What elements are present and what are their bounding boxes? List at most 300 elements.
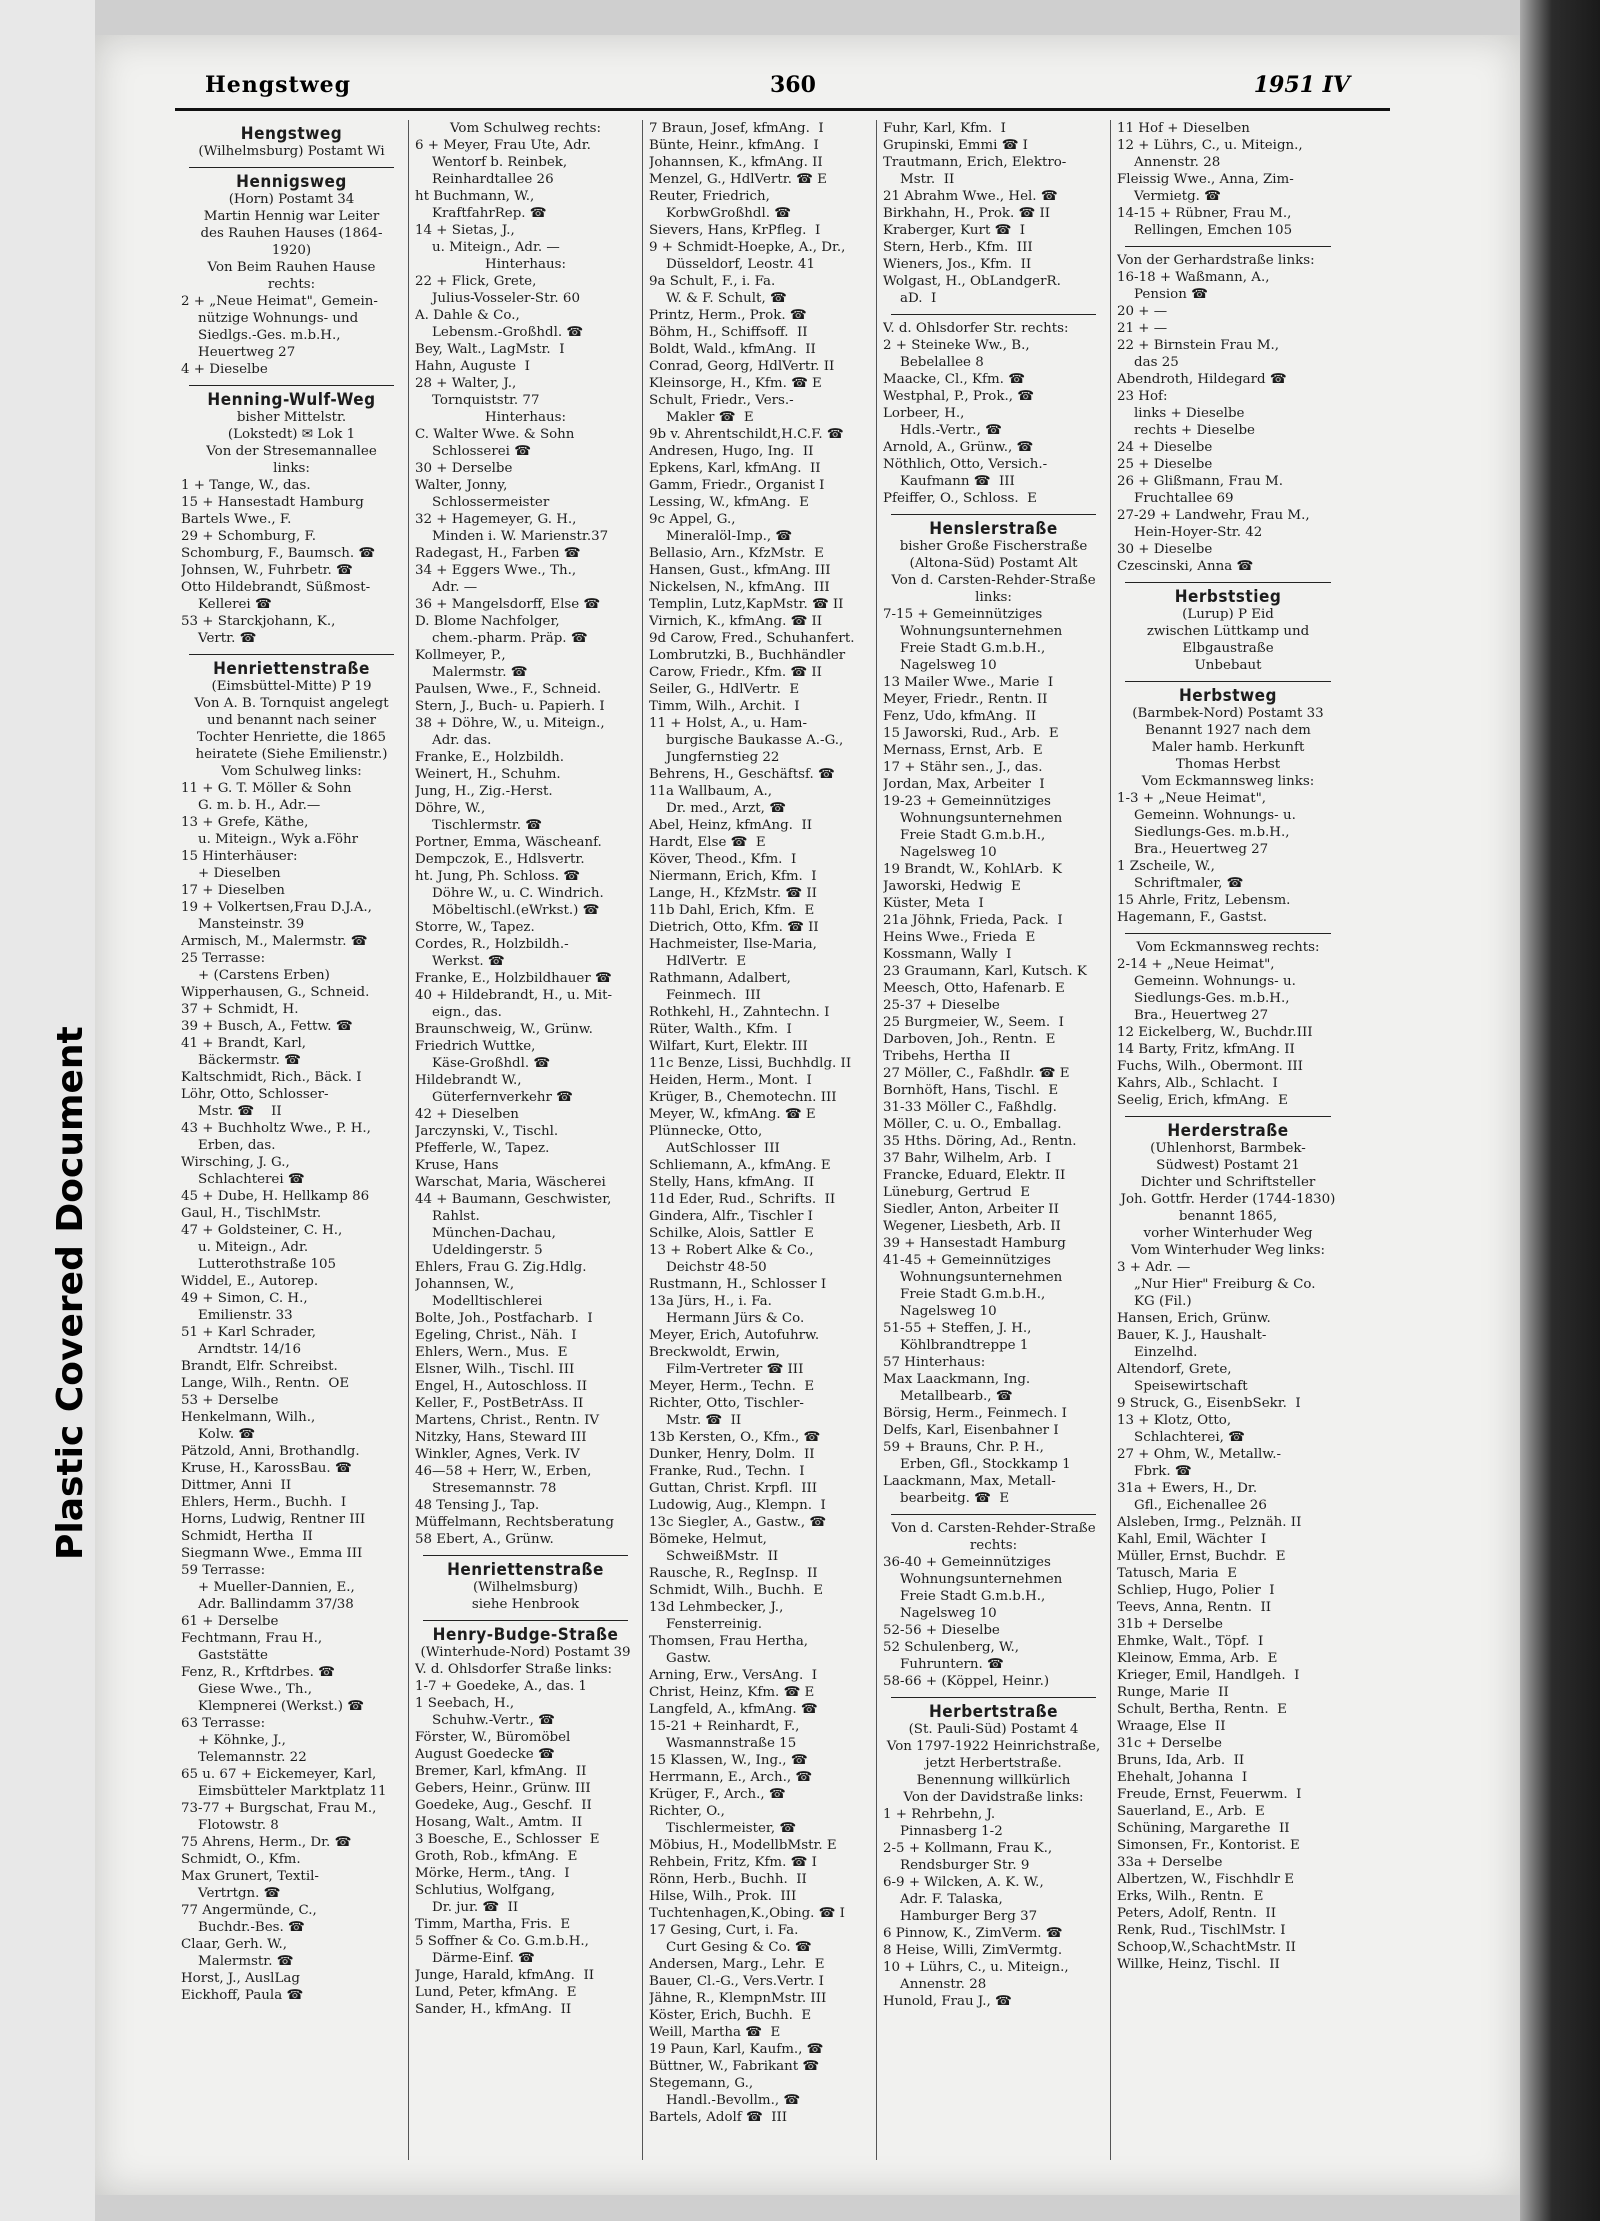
directory-entry: 31c + Derselbe [1117,1736,1222,1751]
directory-entry: Schriftmaler, ☎ [1117,876,1244,891]
directory-entry: 59 Terrasse: [181,1563,266,1578]
directory-entry: 2-14 + „Neue Heimat", [1117,957,1275,972]
directory-entry: Bebelallee 8 [883,355,984,370]
directory-entry: 25-37 + Dieselbe [883,998,1000,1013]
column-4 [877,120,1111,2160]
section-divider [189,167,394,168]
directory-entry: Bäckermstr. ☎ [181,1053,301,1068]
street-note: Benennung willkürlich [916,1773,1071,1788]
directory-entry: Siedlgs.-Ges. m.b.H., [181,328,341,343]
directory-entry: Thomsen, Frau Hertha, [649,1634,809,1649]
street-note: Vom Winterhuder Weg links: [1130,1243,1326,1258]
directory-entry: Fruchtallee 69 [1117,491,1234,506]
street-note: Von A. B. Tornquist angelegt [194,696,389,711]
directory-entry: Walter, Jonny, [415,478,508,493]
directory-entry: Radegast, H., Farben ☎ [415,546,581,561]
directory-entry: Groth, Rob., kfmAng. E [415,1849,578,1864]
directory-entry: Förster, W., Büromöbel [415,1730,571,1745]
directory-entry: 36-40 + Gemeinnütziges [883,1555,1051,1570]
directory-entry: Ehlers, Herm., Buchh. I [181,1495,347,1510]
directory-entry: Fenz, R., Krftdrbes. ☎ [181,1665,335,1680]
street-note: Südwest) Postamt 21 [1156,1158,1300,1173]
directory-entry: 29 + Schomburg, F. [181,529,316,544]
directory-entry: 15 Jaworski, Rud., Arb. E [883,726,1059,741]
header-street-name: Hengstweg [205,72,352,98]
directory-entry: Gaul, H., TischlMstr. [181,1206,322,1221]
directory-entry: Malermstr. ☎ [181,1954,294,1969]
street-note: (Wilhelmsburg) [472,1580,579,1595]
directory-entry: Hermann Jürs & Co. [649,1311,805,1326]
directory-entry: Klempnerei (Werkst.) ☎ [181,1699,364,1714]
directory-entry: München-Dachau, [415,1226,556,1241]
directory-entry: Ehehalt, Johanna I [1117,1770,1248,1785]
street-note: Martin Hennig war Leiter [203,209,380,224]
street-note: Tochter Henriette, die 1865 [196,730,387,745]
directory-entry: Gamm, Friedr., Organist I [649,478,825,493]
directory-entry: Adr. F. Talaska, [883,1892,1003,1907]
directory-entry: Rahlst. [415,1209,480,1224]
directory-entry: Schlutius, Wolfgang, [415,1883,556,1898]
directory-entry: Deichstr 48-50 [649,1260,767,1275]
directory-entry: D. Blome Nachfolger, [415,614,560,629]
directory-entry: Hansen, Gust., kfmAng. III [649,563,831,578]
directory-entry: Timm, Wilh., Archit. I [649,699,800,714]
directory-entry: Büttner, W., Fabrikant ☎ [649,2059,820,2074]
directory-entry: 15-21 + Reinhardt, F., [649,1719,800,1734]
directory-entry: Templin, Lutz,KapMstr. ☎ II [649,597,844,612]
directory-entry: Virnich, K., kfmAng. ☎ II [649,614,823,629]
directory-entry: 7 Braun, Josef, kfmAng. I [649,121,824,136]
directory-entry: Bruns, Ida, Arb. II [1117,1753,1245,1768]
directory-entry: Käse-Großhdl. ☎ [415,1056,551,1071]
directory-entry: Schlachterei, ☎ [1117,1430,1245,1445]
directory-entry: Jarczynski, V., Tischl. [415,1124,559,1139]
directory-entry: Meesch, Otto, Hafenarb. E [883,981,1065,996]
directory-entry: Giese Wwe., Th., [181,1682,312,1697]
street-note: Dichter und Schriftsteller [1140,1175,1316,1190]
directory-entry: Erben, Gfl., Stockkamp 1 [883,1457,1071,1472]
directory-entry: Schmidt, Hertha II [181,1529,313,1544]
directory-entry: Christ, Heinz, Kfm. ☎ E [649,1685,815,1700]
directory-entry: Hunold, Frau J., ☎ [883,1994,1012,2009]
directory-entry: Tribehs, Hertha II [883,1049,1011,1064]
directory-entry: Werkst. ☎ [415,954,505,969]
street-note: Von d. Carsten-Rehder-Straße [891,573,1096,588]
directory-entry: 53 + Starckjohann, K., [181,614,336,629]
directory-entry: Döhre, W., [415,801,486,816]
directory-entry: Wirsching, J. G., [181,1155,290,1170]
directory-entry: Meyer, W., kfmAng. ☎ E [649,1107,816,1122]
directory-entry: 42 + Dieselben [415,1107,519,1122]
section-divider [1125,246,1331,247]
directory-entry: Nickelsen, N., kfmAng. III [649,580,830,595]
directory-entry: Schlachterei ☎ [181,1172,305,1187]
page-header [175,68,1390,111]
directory-entry: Kruse, Hans [415,1158,499,1173]
directory-entry: 15 Ahrle, Fritz, Lebensm. [1117,893,1291,908]
directory-entry: Stern, Herb., Kfm. III [883,240,1033,255]
directory-entry: Hdls.-Vertr., ☎ [883,423,1002,438]
directory-entry: Nöthlich, Otto, Versich.- [883,457,1048,472]
directory-entry: 31a + Ewers, H., Dr. [1117,1481,1258,1496]
street-note: Vom Schulweg rechts: [449,121,602,136]
directory-entry: 17 + Stähr sen., J., das. [883,760,1043,775]
street-note: Vom Schulweg links: [221,764,362,779]
directory-entry: bearbeitg. ☎ E [883,1491,1010,1506]
directory-entry: Menzel, G., HdlVertr. ☎ E [649,172,827,187]
directory-entry: u. Miteign., Adr. — [415,240,560,255]
column-5 [1111,120,1345,2160]
street-heading: Herbertstraße [928,1702,1059,1722]
directory-entry: Wohnungsunternehmen [883,1270,1063,1285]
street-heading: Henriettenstraße [213,659,370,679]
directory-entry: Tuchtenhagen,K.,Obing. ☎ I [649,1906,845,1921]
directory-entry: 58 Ebert, A., Grünw. [415,1532,554,1547]
street-note: vorher Winterhuder Weg [1143,1226,1313,1241]
directory-entry: Lessing, W., kfmAng. E [649,495,809,510]
directory-entry: Horst, J., AuslLag [181,1971,300,1986]
directory-entry: 38 + Döhre, W., u. Miteign., [415,716,605,731]
directory-entry: 13b Kersten, O., Kfm., ☎ [649,1430,821,1445]
directory-entry: Mernass, Ernst, Arb. E [883,743,1043,758]
directory-entry: Fbrk. ☎ [1117,1464,1192,1479]
directory-entry: Bartels, Adolf ☎ III [649,2110,788,2125]
directory-entry: Udeldingerstr. 5 [415,1243,543,1258]
directory-entry: KorbwGroßhdl. ☎ [649,206,791,221]
directory-entry: 15 + Hansestadt Hamburg [181,495,364,510]
directory-entry: 19-23 + Gemeinnütziges [883,794,1051,809]
directory-entry: Einzelhd. [1117,1345,1198,1360]
street-heading: Hennigsweg [236,172,347,192]
directory-entry: Siedlungs-Ges. m.b.H., [1117,825,1290,840]
directory-entry: 44 + Baumann, Geschwister, [415,1192,612,1207]
directory-entry: 13 + Robert Alke & Co., [649,1243,814,1258]
directory-entry: Czescinski, Anna ☎ [1117,559,1254,574]
directory-entry: 63 Terrasse: [181,1716,266,1731]
street-note: und benannt nach seiner [206,713,377,728]
directory-entry: 17 + Dieselben [181,883,285,898]
directory-entry: Runge, Marie II [1117,1685,1229,1700]
directory-entry: Annenstr. 28 [1117,155,1221,170]
directory-entry: Plünnecke, Otto, [649,1124,763,1139]
directory-entry: Braunschweig, W., Grünw. [415,1022,593,1037]
street-note: (Horn) Postamt 34 [228,192,355,207]
directory-entry: Döhre W., u. C. Windrich. [415,886,604,901]
directory-entry: Junge, Harald, kfmAng. II [415,1968,595,1983]
directory-entry: 41-45 + Gemeinnütziges [883,1253,1051,1268]
section-divider [189,654,394,655]
directory-entry: Trautmann, Erich, Elektro- [883,155,1067,170]
directory-entry: Gemeinn. Wohnungs- u. [1117,974,1296,989]
directory-entry: ht. Jung, Ph. Schloss. ☎ [415,869,580,884]
directory-entry: Nagelsweg 10 [883,1304,997,1319]
directory-entry: Bremer, Karl, kfmAng. II [415,1764,587,1779]
directory-entry: Heiden, Herm., Mont. I [649,1073,812,1088]
street-note: Vom Eckmannsweg links: [1141,774,1315,789]
directory-entry: Weill, Martha ☎ E [649,2025,781,2040]
directory-entry: Bey, Walt., LagMstr. I [415,342,565,357]
directory-entry: 52 Schulenberg, W., [883,1640,1019,1655]
directory-entry: 25 + Dieselbe [1117,457,1213,472]
street-note: rechts: [969,1538,1018,1553]
directory-entry: Pension ☎ [1117,287,1208,302]
directory-entry: Lombrutzki, B., Buchhändler [649,648,846,663]
directory-entry: 25 Terrasse: [181,951,266,966]
directory-entry: Gemeinn. Wohnungs- u. [1117,808,1296,823]
directory-entry: Andersen, Marg., Lehr. E [649,1957,825,1972]
directory-entry: Grupinski, Emmi ☎ I [883,138,1028,153]
directory-entry: Bauer, Cl.-G., Vers.Vertr. I [649,1974,824,1989]
directory-entry: 65 u. 67 + Eickemeyer, Karl, [181,1767,377,1782]
directory-entry: Hansen, Erich, Grünw. [1117,1311,1271,1326]
directory-entry: Peters, Adolf, Rentn. II [1117,1906,1276,1921]
directory-entry: Meyer, Herm., Techn. E [649,1379,815,1394]
directory-entry: Niermann, Erich, Kfm. I [649,869,817,884]
directory-entry: Bömeke, Helmut, [649,1532,767,1547]
directory-entry: Bünte, Heinr., kfmAng. I [649,138,819,153]
directory-entry: Richter, O., [649,1804,725,1819]
directory-entry: Güterfernverkehr ☎ [415,1090,573,1105]
directory-entry: Francke, Eduard, Elektr. II [883,1168,1066,1183]
directory-entry: Buchdr.-Bes. ☎ [181,1920,305,1935]
street-note: des Rauhen Hauses (1864-1920) [200,226,383,258]
directory-entry: 21 Abrahm Wwe., Hel. ☎ [883,189,1058,204]
directory-entry: Maacke, Cl., Kfm. ☎ [883,372,1025,387]
directory-entry: Carow, Friedr., Kfm. ☎ II [649,665,822,680]
directory-entry: Dempczok, E., Hdlsvertr. [415,852,585,867]
directory-entry: 31b + Derselbe [1117,1617,1223,1632]
directory-entry: Paulsen, Wwe., F., Schneid. [415,682,602,697]
directory-entry: 58-66 + (Köppel, Heinr.) [883,1674,1050,1689]
directory-entry: u. Miteign., Adr. [181,1240,309,1255]
directory-entry: 8 Heise, Willi, ZimVermtg. [883,1943,1063,1958]
directory-entry: Max Laackmann, Ing. [883,1372,1031,1387]
directory-entry: Von der Gerhardstraße links: [1117,253,1315,268]
street-heading: Henslerstraße [929,519,1058,539]
directory-entry: 30 + Dieselbe [1117,542,1213,557]
directory-entry: Wieners, Jos., Kfm. II [883,257,1032,272]
directory-entry: Ehmke, Walt., Töpf. I [1117,1634,1264,1649]
directory-entry: 33a + Derselbe [1117,1855,1223,1870]
directory-entry: Friedrich Wuttke, [415,1039,536,1054]
directory-entry: 20 + — [1117,304,1168,319]
directory-entry: Curt Gesing & Co. ☎ [649,1940,812,1955]
directory-entry: Mansteinstr. 39 [181,917,305,932]
directory-entry: V. d. Ohlsdorfer Straße links: [415,1662,613,1677]
directory-entry: 19 Brandt, W., KohlArb. K [883,862,1062,877]
directory-entry: Mörke, Herm., tAng. I [415,1866,570,1881]
directory-entry: 1 Zscheile, W., [1117,859,1215,874]
directory-entry: 39 + Hansestadt Hamburg [883,1236,1066,1251]
directory-entry: Rehbein, Fritz, Kfm. ☎ I [649,1855,817,1870]
directory-entry: 9 + Schmidt-Hoepke, A., Dr., [649,240,846,255]
directory-entry: Stresemannstr. 78 [415,1481,557,1496]
street-heading: Herbststieg [1174,587,1282,607]
directory-entry: Reuter, Friedrich, [649,189,770,204]
directory-entry: Flotowstr. 8 [181,1818,279,1833]
directory-entry: 13d Lehmbecker, J., [649,1600,784,1615]
directory-entry: Hardt, Else ☎ E [649,835,766,850]
directory-entry: Jähne, R., KlempnMstr. III [649,1991,827,2006]
directory-entry: Eickhoff, Paula ☎ [181,1988,304,2003]
street-note: jetzt Herbertstraße. [925,1756,1062,1771]
directory-entry: Freie Stadt G.m.b.H., [883,1589,1046,1604]
directory-entry: 10 + Lührs, C., u. Miteign., [883,1960,1069,1975]
directory-entry: 9a Schult, F., i. Fa. [649,274,776,289]
directory-entry: Dietrich, Otto, Kfm. ☎ II [649,920,819,935]
directory-entry: Krüger, B., Chemotechn. III [649,1090,837,1105]
directory-entry: August Goedecke ☎ [415,1747,555,1762]
directory-entry: 57 Hinterhaus: [883,1355,986,1370]
directory-entry: 77 Angermünde, C., [181,1903,317,1918]
directory-entry: 51 + Karl Schrader, [181,1325,317,1340]
directory-entry: Heins Wwe., Frieda E [883,930,1036,945]
directory-entry: 19 + Volkertsen,Frau D.J.A., [181,900,372,915]
directory-entry: Fuchs, Wilh., Obermont. III [1117,1059,1303,1074]
directory-entry: 7-15 + Gemeinnütziges [883,607,1043,622]
directory-entry: Löhr, Otto, Schlosser- [181,1087,329,1102]
directory-entry: Rönn, Herb., Buchh. II [649,1872,807,1887]
directory-entry: Tatusch, Maria E [1117,1566,1238,1581]
directory-entry: Timm, Martha, Fris. E [415,1917,571,1932]
directory-entry: Schliemann, A., kfmAng. E [649,1158,831,1173]
directory-entry: Stern, J., Buch- u. Papierh. I [415,699,605,714]
directory-entry: + Dieselben [181,866,281,881]
directory-entry: Printz, Herm., Prok. ☎ [649,308,807,323]
directory-entry: Rendsburger Str. 9 [883,1858,1030,1873]
directory-entry: Nitzky, Hans, Steward III [415,1430,587,1445]
directory-entry: Kleinow, Emma, Arb. E [1117,1651,1278,1666]
directory-entry: Lorbeer, H., [883,406,965,421]
directory-entry: Vermietg. ☎ [1117,189,1221,204]
section-divider [423,1555,628,1556]
directory-entry: Erben, das. [181,1138,276,1153]
directory-entry: Sievers, Hans, KrPfleg. I [649,223,821,238]
street-note: Von der Stresemannallee [206,444,377,459]
directory-entry: 48 Tensing J., Tap. [415,1498,540,1513]
street-note: heiratete (Siehe Emilienstr.) [195,747,388,762]
directory-entry: 5 Soffner & Co. G.m.b.H., [415,1934,589,1949]
directory-entry: Adr. Ballindamm 37/38 [181,1597,354,1612]
directory-entry: Hosang, Walt., Amtm. II [415,1815,583,1830]
directory-entry: G. m. b. H., Adr.— [181,798,321,813]
directory-entry: 11c Benze, Lissi, Buchhdlg. II [649,1056,852,1071]
directory-entry: Meyer, Friedr., Rentn. II [883,692,1048,707]
directory-entry: Hein-Hoyer-Str. 42 [1117,525,1263,540]
directory-entry: 22 + Flick, Grete, [415,274,537,289]
directory-entry: 21 + — [1117,321,1168,336]
directory-entry: 37 Bahr, Wilhelm, Arb. I [883,1151,1052,1166]
directory-entry: Johnsen, W., Fuhrbetr. ☎ [181,563,353,578]
directory-entry: 15 Hinterhäuser: [181,849,298,864]
street-note: Maler hamb. Herkunft [1151,740,1305,755]
directory-entry: Schuhw.-Vertr., ☎ [415,1713,555,1728]
directory-entry: Tischlermeister, ☎ [649,1821,797,1836]
directory-entry: 9d Carow, Fred., Schuhanfert. [649,631,855,646]
directory-entry: Gastw. [649,1651,712,1666]
directory-entry: Metallbearb., ☎ [883,1389,1013,1404]
directory-entry: Siegmann Wwe., Emma III [181,1546,363,1561]
directory-entry: 13 + Grefe, Käthe, [181,815,309,830]
directory-entry: Hagemann, F., Gastst. [1117,910,1268,925]
directory-entry: Bra., Heuertweg 27 [1117,842,1269,857]
directory-entry: 35 Hths. Döring, Ad., Rentn. [883,1134,1077,1149]
directory-entry: Bolte, Joh., Postfacharb. I [415,1311,593,1326]
directory-entry: Alsleben, Irmg., Pelznäh. II [1117,1515,1302,1530]
directory-entry: 23 Hof: [1117,389,1168,404]
directory-entry: Schlossermeister [415,495,550,510]
directory-entry: Egeling, Christ., Näh. I [415,1328,577,1343]
directory-entry: Rüter, Walth., Kfm. I [649,1022,792,1037]
directory-entry: das 25 [1117,355,1179,370]
directory-entry: Stelly, Hans, kfmAng. II [649,1175,814,1190]
directory-entry: „Nur Hier" Freiburg & Co. [1117,1277,1316,1292]
directory-entry: Rathmann, Adalbert, [649,971,791,986]
directory-entry: Pfeiffer, O., Schloss. E [883,491,1037,506]
directory-entry: Telemannstr. 22 [181,1750,307,1765]
directory-entry: aD. I [883,291,937,306]
directory-entry: Vertr. ☎ [181,631,257,646]
directory-entry: Ehlers, Wern., Mus. E [415,1345,568,1360]
directory-entry: Portner, Emma, Wäscheanf. [415,835,602,850]
directory-entry: Willke, Heinz, Tischl. II [1117,1957,1280,1972]
directory-entry: Hahn, Auguste I [415,359,530,374]
street-heading: Henning-Wulf-Weg [207,390,376,410]
directory-entry: Claar, Gerh. W., [181,1937,288,1952]
directory-entry: 3 + Adr. — [1117,1260,1191,1275]
directory-entry: Heuertweg 27 [181,345,296,360]
directory-entry: 2-5 + Kollmann, Frau K., [883,1841,1053,1856]
directory-entry: Franke, E., Holzbildhauer ☎ [415,971,612,986]
section-divider [891,314,1096,315]
street-note: zwischen Lüttkamp und [1146,624,1310,639]
directory-entry: Fechtmann, Frau H., [181,1631,323,1646]
directory-entry: Kleinsorge, H., Kfm. ☎ E [649,376,822,391]
directory-entry: 11d Eder, Rud., Schrifts. II [649,1192,836,1207]
directory-entry: A. Dahle & Co., [415,308,520,323]
directory-entry: 27 + Ohm, W., Metallw.- [1117,1447,1281,1462]
street-note: Unbebaut [1194,658,1262,673]
directory-entry: KG (Fil.) [1117,1294,1192,1309]
directory-entry: Behrens, H., Geschäftsf. ☎ [649,767,835,782]
directory-entry: 40 + Hildebrandt, H., u. Mit- [415,988,613,1003]
directory-entry: Wasmannstraße 15 [649,1736,797,1751]
directory-entry: Freie Stadt G.m.b.H., [883,1287,1046,1302]
directory-entry: Lund, Peter, kfmAng. E [415,1985,577,2000]
directory-entry: Gfl., Eichenallee 26 [1117,1498,1267,1513]
directory-entry: Albertzen, W., Fischhdlr E [1117,1872,1295,1887]
directory-entry: Armisch, M., Malermstr. ☎ [181,934,368,949]
directory-entry: Lange, Wilh., Rentn. OE [181,1376,350,1391]
directory-entry: Herrmann, E., Arch., ☎ [649,1770,813,1785]
directory-entry: Schomburg, F., Baumsch. ☎ [181,546,376,561]
directory-entry: 21a Jöhnk, Frieda, Pack. I [883,913,1063,928]
directory-entry: 2 + „Neue Heimat", Gemein- [181,294,378,309]
directory-entry: Eimsbütteler Marktplatz 11 [181,1784,387,1799]
column-3 [643,120,877,2160]
directory-entry: Sauerland, E., Arb. E [1117,1804,1265,1819]
directory-entry: C. Walter Wwe. & Sohn [415,427,575,442]
directory-entry: Köster, Erich, Buchh. E [649,2008,812,2023]
directory-entry: Wohnungsunternehmen [883,811,1063,826]
street-note: (Lurup) P Eid [1182,607,1274,622]
directory-entry: Julius-Vosseler-Str. 60 [415,291,580,306]
street-note: (Winterhude-Nord) Postamt 39 [420,1645,631,1660]
directory-entry: 27-29 + Landwehr, Frau M., [1117,508,1310,523]
directory-entry: Lutterothstraße 105 [181,1257,337,1272]
directory-entry: Abendroth, Hildegard ☎ [1117,372,1287,387]
column-2 [409,120,643,2160]
